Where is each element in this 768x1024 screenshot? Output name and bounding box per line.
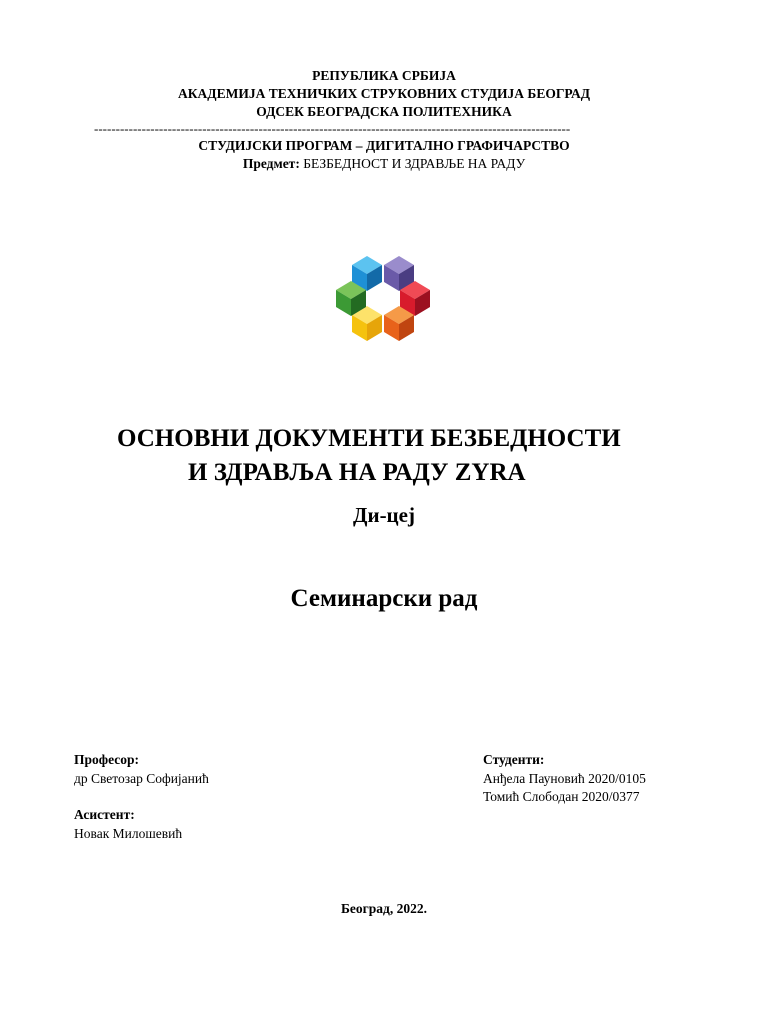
header-program: СТУДИЈСКИ ПРОГРАМ – ДИГИТАЛНО ГРАФИЧАРСТВО: [198, 138, 570, 153]
header-separator: --------------------------------------------------------------------------------------------------------------: [94, 122, 571, 136]
header-department: ОДСЕК БЕОГРАДСКА ПОЛИТЕХНИКА: [256, 104, 512, 119]
header-republic: РЕПУБЛИКА СРБИЈА: [312, 68, 456, 83]
document-type: Семинарски рад: [290, 585, 478, 612]
student-2: Томић Слободан 2020/0377: [483, 789, 640, 804]
assistant-label: Асистент:: [74, 807, 135, 822]
subject-label: Предмет:: [242, 156, 300, 171]
student-1: Анђела Пауновић 2020/0105: [483, 771, 646, 786]
hexagon-cubes-logo: [334, 253, 434, 345]
header-academy: АКАДЕМИЈА ТЕХНИЧКИХ СТРУКОВНИХ СТУДИЈА БЕОГРАД: [178, 86, 590, 101]
subtitle: Ди-цеј: [353, 503, 415, 527]
title-line-2: И ЗДРАВЉА НА РАДУ ZYRA: [188, 459, 526, 486]
students-label: Студенти:: [483, 752, 545, 767]
title-line-1: ОСНОВНИ ДОКУМЕНТИ БЕЗБЕДНОСТИ: [117, 425, 621, 452]
place-date: Београд, 2022.: [340, 901, 427, 916]
professor-label: Професор:: [74, 752, 140, 767]
assistant-name: Новак Милошевић: [74, 826, 183, 841]
professor-name: др Светозар Софијанић: [74, 771, 209, 786]
header-subject: [0, 156, 768, 172]
subject-value: БЕЗБЕДНОСТ И ЗДРАВЉЕ НА РАДУ: [303, 156, 526, 171]
